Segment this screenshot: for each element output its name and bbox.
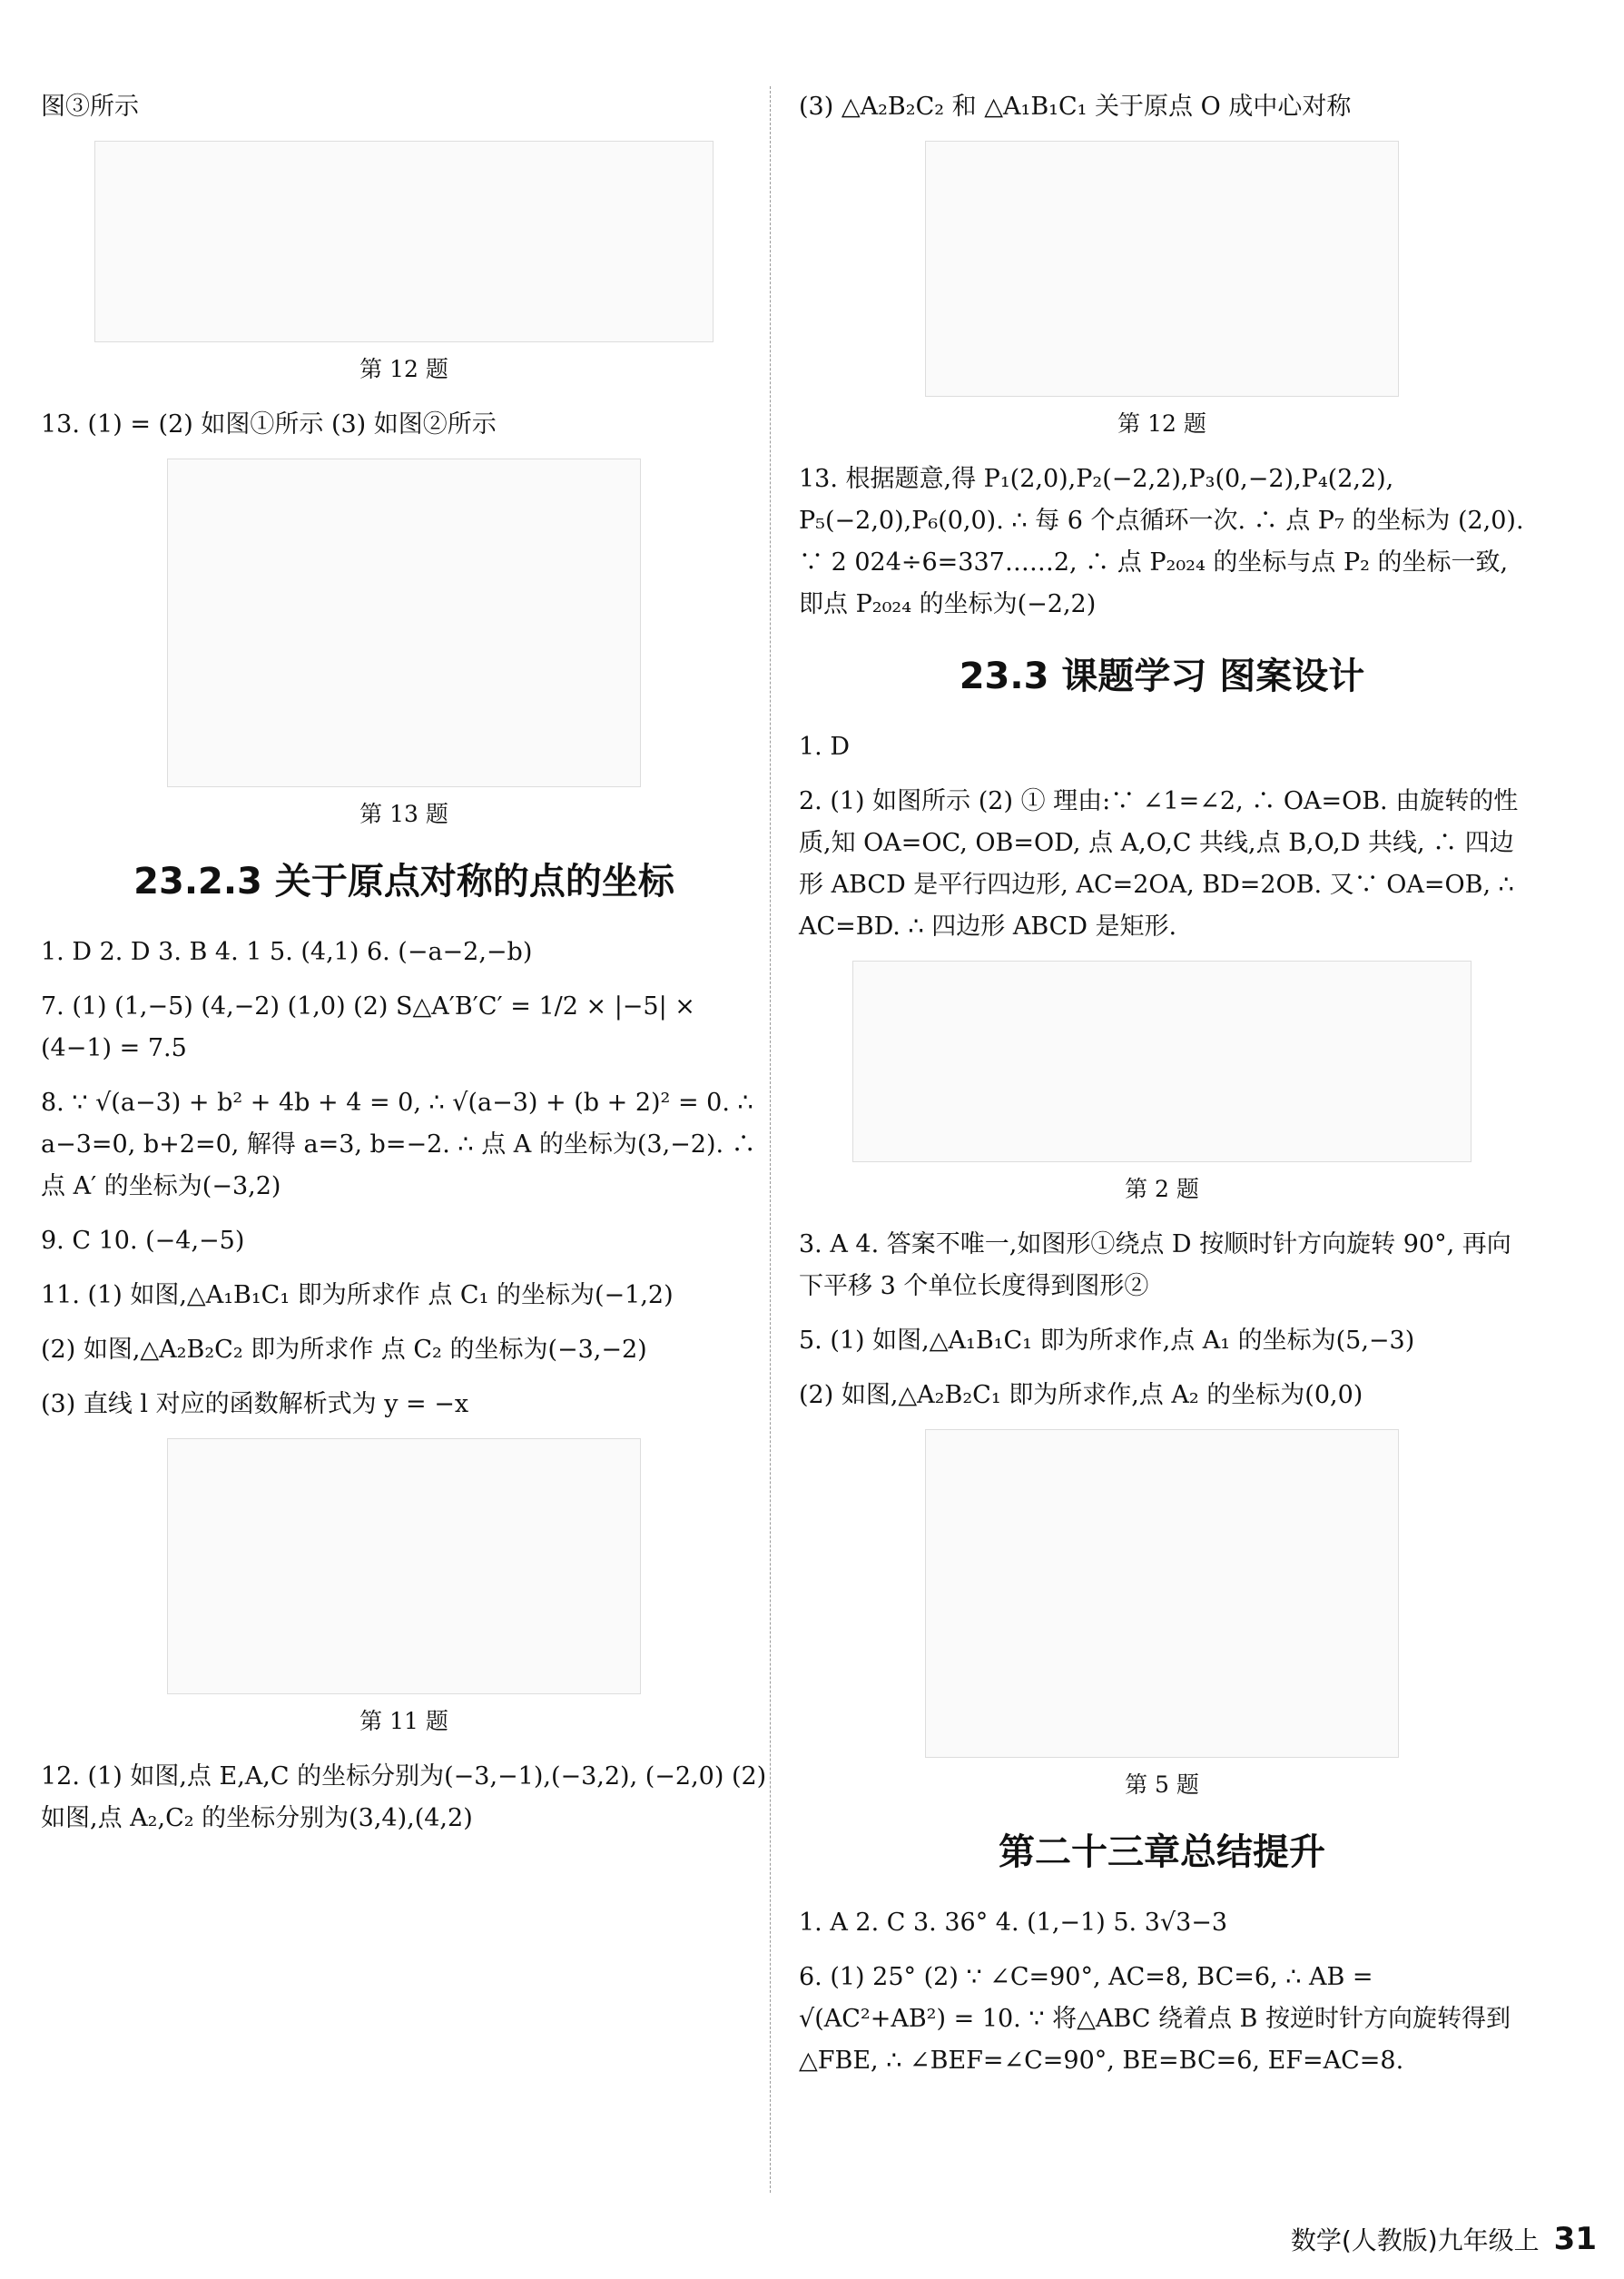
right-top-q3: (3) △A₂B₂C₂ 和 △A₁B₁C₁ 关于原点 O 成中心对称 bbox=[799, 93, 1352, 121]
answer-6-summary: 6. (1) 25° (2) ∵ ∠C=90°, AC=8, BC=6, ∴ AB = √(AC²+AB²) = 10. ∵ 将△ABC 绕着点 B 按逆时针方向旋转得到△FBE, ∴ ∠BEF=∠C=90°, BE=BC=6, EF=AC=8. bbox=[799, 1963, 1511, 2075]
answers-1-5-summary: 1. A 2. C 3. 36° 4. (1,−1) 5. 3√3−3 bbox=[799, 1909, 1228, 1937]
answers-1-6: 1. D 2. D 3. B 4. 1 5. (4,1) 6. (−a−2,−b) bbox=[41, 938, 533, 966]
figure-placeholder bbox=[167, 459, 641, 787]
answer-11-3: (3) 直线 l 对应的函数解析式为 y = −x bbox=[41, 1390, 469, 1418]
caption-fig12-right: 第 12 题 bbox=[1117, 410, 1206, 437]
answer-1-right: 1. D bbox=[799, 733, 850, 761]
answer-13-left: 13. (1) = (2) 如图①所示 (3) 如图②所示 bbox=[41, 410, 497, 439]
caption-fig11: 第 11 题 bbox=[359, 1708, 448, 1734]
section-title-2323: 23.2.3 关于原点对称的点的坐标 bbox=[133, 861, 674, 903]
caption-fig2: 第 2 题 bbox=[1125, 1176, 1199, 1202]
caption-fig13: 第 13 题 bbox=[359, 801, 448, 827]
answer-2-right: 2. (1) 如图所示 (2) ① 理由:∵ ∠1=∠2, ∴ OA=OB. 由旋转的性质,知 OA=OC, OB=OD, 点 A,O,C 共线,点 B,O,D 共线, ∴ 四边形 ABCD 是平行四边形, AC=2OA, BD=2OB. 又∵ OA=OB, ∴ AC=BD. ∴ 四边形 ABCD 是矩形. bbox=[799, 787, 1519, 941]
left-column bbox=[41, 86, 767, 1852]
answer-5-1-right: 5. (1) 如图,△A₁B₁C₁ 即为所求作,点 A₁ 的坐标为(5,−3) bbox=[799, 1327, 1415, 1355]
answer-11-2: (2) 如图,△A₂B₂C₂ 即为所求作 点 C₂ 的坐标为(−3,−2) bbox=[41, 1336, 647, 1364]
page-footer bbox=[1291, 2221, 1597, 2257]
chapter-summary-title: 第二十三章总结提升 bbox=[999, 1831, 1325, 1873]
right-column bbox=[799, 86, 1525, 2095]
left-top-note: 图③所示 bbox=[41, 93, 139, 121]
answer-8: 8. ∵ √(a−3) + b² + 4b + 4 = 0, ∴ √(a−3) + (b + 2)² = 0. ∴ a−3=0, b+2=0, 解得 a=3, b=−2. ∴ 点 A 的坐标为(3,−2). ∴ 点 A′ 的坐标为(−3,2) bbox=[41, 1089, 756, 1200]
answer-5-2-right: (2) 如图,△A₂B₂C₁ 即为所求作,点 A₂ 的坐标为(0,0) bbox=[799, 1381, 1363, 1409]
answer-12-left: 12. (1) 如图,点 E,A,C 的坐标分别为(−3,−1),(−3,2), (−2,0) (2) 如图,点 A₂,C₂ 的坐标分别为(3,4),(4,2) bbox=[41, 1762, 767, 1832]
answers-9-10: 9. C 10. (−4,−5) bbox=[41, 1227, 245, 1255]
caption-fig12-left: 第 12 题 bbox=[359, 356, 448, 382]
answer-7: 7. (1) (1,−5) (4,−2) (1,0) (2) S△A′B′C′ = 1/2 × |−5| × (4−1) = 7.5 bbox=[41, 992, 695, 1062]
figure-placeholder bbox=[925, 141, 1399, 397]
section-title-233: 23.3 课题学习 图案设计 bbox=[959, 656, 1365, 697]
column-separator bbox=[770, 86, 772, 2193]
figure-placeholder bbox=[925, 1429, 1399, 1758]
caption-fig5: 第 5 题 bbox=[1125, 1771, 1199, 1798]
figure-placeholder bbox=[167, 1438, 641, 1694]
figure-placeholder bbox=[94, 141, 714, 342]
answer-13-right: 13. 根据题意,得 P₁(2,0),P₂(−2,2),P₃(0,−2),P₄(2,2), P₅(−2,0),P₆(0,0). ∴ 每 6 个点循环一次. ∴ 点 P₇ 的坐标为 (2,0). ∵ 2 024÷6=337……2, ∴ 点 P₂₀₂₄ 的坐标与点 P₂ 的坐标一致,即点 P₂₀₂₄ 的坐标为(−2,2) bbox=[799, 465, 1524, 618]
answer-11-1: 11. (1) 如图,△A₁B₁C₁ 即为所求作 点 C₁ 的坐标为(−1,2) bbox=[41, 1281, 674, 1309]
page-number: 31 bbox=[1553, 2221, 1597, 2257]
answers-3-4-right: 3. A 4. 答案不唯一,如图形①绕点 D 按顺时针方向旋转 90°, 再向下平移 3 个单位长度得到图形② bbox=[799, 1230, 1511, 1300]
footer-subject: 数学(人教版)九年级上 bbox=[1290, 2225, 1540, 2255]
figure-placeholder bbox=[852, 961, 1471, 1162]
